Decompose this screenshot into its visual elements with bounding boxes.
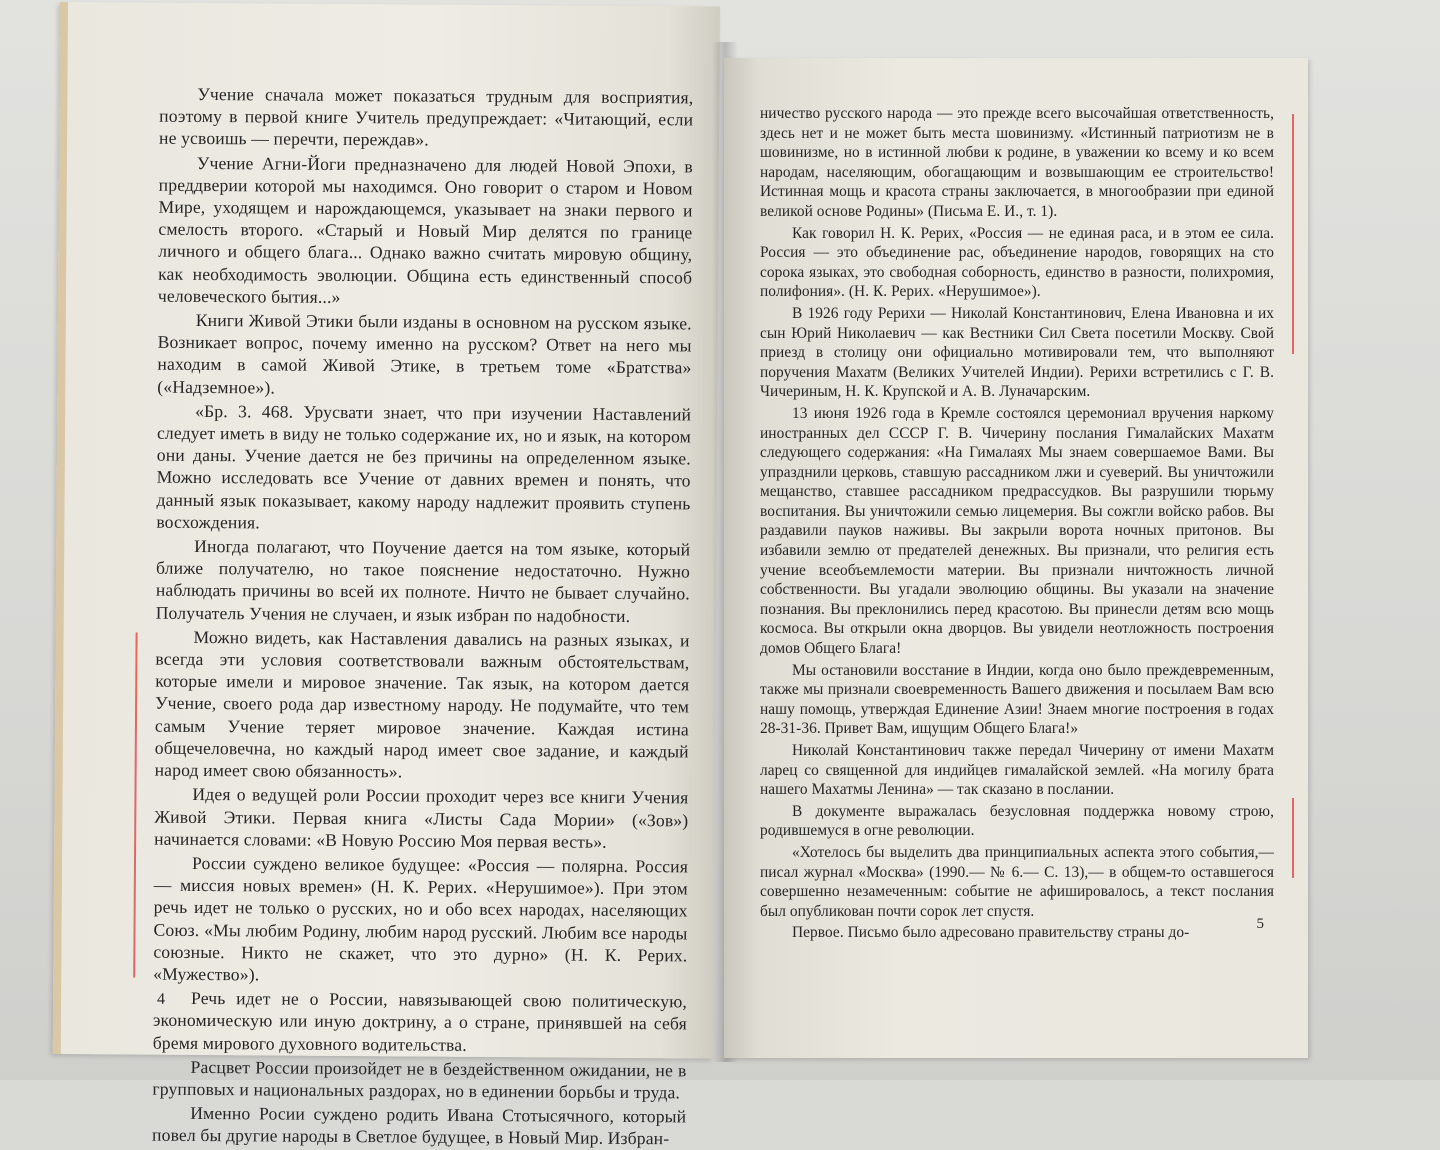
- right-paragraph-2: Как говорил Н. К. Рерих, «Россия — не единая раса, и в этом ее сила. Россия — это объединение рас, объединение народов, говорящих на сто сорока языках, это свободная соборность, единство в разности, полихромия, полифония». (Н. К. Рерих. «Нерушимое»).: [760, 224, 1274, 301]
- left-paragraph-1: Учение сначала может показаться трудным для восприятия, поэтому в первой книге Учитель предупреждает: «Читающий, если не усвоишь — перечти, переждав».: [158, 83, 694, 150]
- right-paragraph-8: «Хотелось бы выделить два принципиальных аспекта этого события,— писал журнал «Москва» (1990.— № 6.— С. 13),— в общем-то оставшегося совершенно незамеченным: событие не афишировалось, а текст послания был опубликован почти сорок лет спустя.: [760, 843, 1274, 920]
- left-paragraph-6: Можно видеть, как Наставления давались на разных языках, и всегда эти условия соответствовали важным обстоятельствам, которые имели и мировое значение. Так язык, на котором дается Учение, своего рода дар известному народу. Не подумайте, что тем самым Учение теряет мировое значение. Каждая истина общечеловечна, но каждый народ имеет свое задание, и каждый народ имеет свою обязанность».: [154, 626, 690, 782]
- left-page-number: 4: [156, 990, 166, 1008]
- right-paragraph-6: Николай Константинович также передал Чичерину от имени Махатм ларец со священной для индийцев гималайской землей. «На могилу брата нашего Махатмы Ленина» — так сказано в послании.: [760, 742, 1274, 799]
- right-paragraph-1: ничество русского народа — это прежде всего высочайшая ответственность, здесь нет и не может быть места шовинизму. «Истинный патриотизм не в шовинизме, но в истинной любви к родине, в уважении ко всему и ко всем народам, населяющим, обогащающим и возвышающим ее строительство! Истинная мощь и красота страны заключается, в многообразии при единой великой основе Родины» (Письма Е. И., т. 1).: [760, 105, 1274, 220]
- right-paragraph-3: В 1926 году Рерихи — Николай Константинович, Елена Ивановна и их сын Юрий Николаевич — как Вестники Сил Света посетили Москву. Свой приезд в столицу они официально мотивировали тем, что выполняют поручения Махатм (Великих Учителей Индии). Рерихи встретились с Г. В. Чичериным, Н. К. Крупской и А. В. Луначарским.: [760, 304, 1274, 401]
- left-paragraph-9: Речь идет не о России, навязывающей свою политическую, экономическую или иную доктрину, а о стране, принявшей на себя бремя мирового духовного водительства.: [152, 988, 688, 1055]
- left-paragraph-7: Идея о ведущей роли России проходит через все книги Учения Живой Этики. Первая книга «Листы Сада Мории» («Зов») начинается словами: «В Новую Россию Моя первая весть».: [154, 784, 689, 852]
- right-page-number: 5: [1256, 916, 1264, 932]
- left-paragraph-10: Расцвет России произойдет не в бездейственном ожидании, не в групповых и национальных раздорах, но в единении борьбы и труда.: [152, 1056, 687, 1103]
- left-page: [53, 2, 720, 1149]
- right-paragraph-4: 13 июня 1926 года в Кремле состоялся церемониал вручения наркому иностранных дел СССР Г. В. Чичерину послания Гималайских Махатм следующего содержания: «На Гималаях Мы знаем совершаемое Вами. Вы упразднили церковь, ставшую рассадником лжи и суеверий. Вы уничтожили мещанство, ставшее рассадником предрассудков. Вы разрушили тюрьму воспитания. Вы уничтожили семью лицемерия. Вы сожгли войско рабов. Вы раздавили пауков наживы. Вы закрыли ворота ночных притонов. Вы избавили землю от предателей денежных. Вы признали, что религия есть учение всеобъемлемости материи. Вы признали ничтожность личной собственности. Вы угадали эволюцию общины. Вы указали на значение познания. Вы преклонились перед красотою. Вы принесли детям всю мощь космоса. Вы открыли окна дворцов. Вы увидели неотложность построения домов Общего Блага!: [760, 404, 1274, 658]
- left-paragraph-11: Именно Росии суждено родить Ивана Стотысячного, который повел бы другие народы в Светлое будущее, в Новый Мир. Избран-: [152, 1103, 687, 1149]
- margin-mark-right-bottom: [1292, 798, 1294, 878]
- left-paragraph-8: России суждено великое будущее: «Россия — полярна. Россия — миссия новых времен» (Н. К. Рерих. «Нерушимое»). При этом речь идет не только о русских, но и обо всех народах, населяющих Союз. «Мы любим Родину, любим народ русский. Любим все народы союзные. Никто не скажет, что это дурно» (Н. К. Рерих. «Мужество»).: [153, 852, 689, 985]
- open-book: [48, 2, 1310, 1149]
- right-page: [724, 58, 1308, 1058]
- left-paragraph-4: «Бр. 3. 468. Урусвати знает, что при изучении Наставлений следует иметь в виду не только содержание их, но и язык, на котором они даны. Учение дается не без причины на определенном языке. Можно исследовать все Учение от давних времен и понять, что данный язык показывает, какому народу надлежит проявить ступень восхождения.: [156, 400, 692, 533]
- left-paragraph-3: Книги Живой Этики были изданы в основном на русском языке. Возникает вопрос, почему именно на русском? Ответ на него мы находим в самой Живой Этике, в третьем томе «Братства» («Надземное»).: [157, 309, 692, 398]
- right-paragraph-7: В документе выражалась безусловная поддержка новому строю, родившемуся в огне революции.: [760, 802, 1274, 840]
- margin-mark-left: [133, 633, 137, 978]
- left-paragraph-5: Иногда полагают, что Поучение дается на том языке, который ближе получателю, но такое пояснение недостаточно. Нужно наблюдать причины во всей их полноте. Ничто не бывает случайно. Получатель Учения не случаен, и язык избран по надобности.: [155, 536, 691, 626]
- left-paragraph-2: Учение Агни-Йоги предназначено для людей Новой Эпохи, в преддверии которой мы находимся. Оно говорит о старом и Новом Мире, уходящем и нарождающемся, указывает на знаки первого и смелость второго. «Старый и Новый Мир делятся по границе личного и общего блага... Однако важно считать мировую общину, как необходимость эволюции. Община есть единственный способ человеческого бытия...»: [157, 152, 693, 307]
- margin-mark-right-top: [1292, 114, 1294, 354]
- right-paragraph-5: Мы остановили восстание в Индии, когда оно было преждевременным, также мы признали своевременность Вашего движения и посылаем Вам всю нашу помощь, утверждая Единение Азии! Знаем многие построения в годах 28-31-36. Привет Вам, ищущим Общего Блага!»: [760, 661, 1274, 738]
- right-paragraph-9: Первое. Письмо было адресовано правительству страны до-: [792, 924, 1190, 942]
